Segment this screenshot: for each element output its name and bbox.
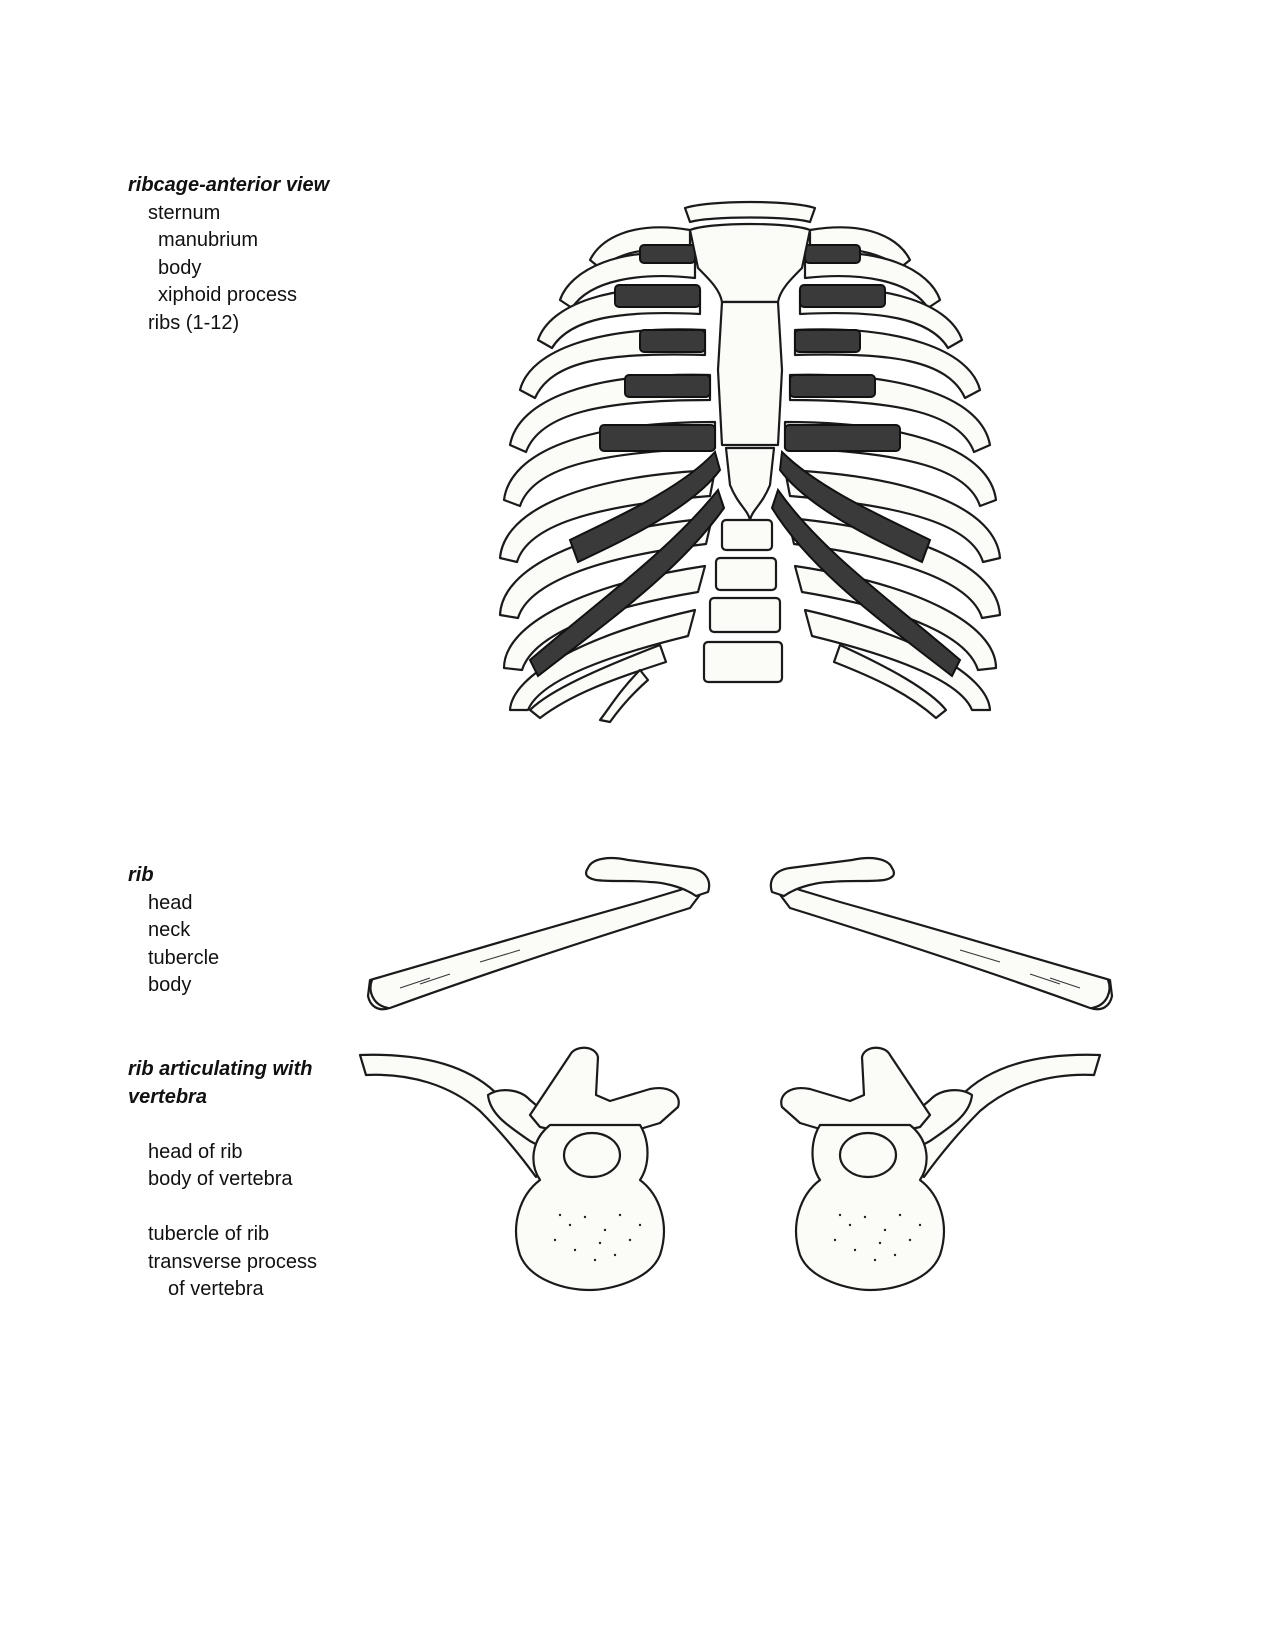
articulation-label-list [128,1056,368,1304]
rib-illustration [360,850,1120,1020]
label-tubercle-of-rib: tubercle of rib [148,1223,270,1245]
label-rib-body: body [148,974,192,996]
rib-title: rib [128,864,154,886]
ribcage-title: ribcage-anterior view [128,174,330,196]
label-of-vertebra: of vertebra [168,1278,264,1300]
articulation-title-line1: rib articulating with [128,1058,313,1080]
articulation-illustration [360,1045,1120,1295]
label-transverse-process: transverse process [148,1250,317,1273]
articulation-left [360,1048,679,1290]
ribcage-illustration [490,190,1010,750]
ribcage-label-list [128,172,368,337]
label-rib-tubercle: tubercle [148,946,220,969]
label-xiphoid-process: xiphoid process [158,284,297,306]
label-sternum-body: body [158,256,202,279]
label-ribs: ribs (1-12) [148,311,240,334]
articulation-right [781,1048,1100,1290]
label-sternum: sternum [148,201,221,224]
label-head-of-rib: head of rib [148,1140,243,1163]
thoracic-vertebrae [704,520,782,682]
label-body-of-vertebra: body of vertebra [148,1168,293,1190]
rib-label-list [128,862,368,1000]
articulation-title-line2: vertebra [128,1085,207,1108]
label-manubrium: manubrium [158,229,259,251]
rib-left [368,858,709,1009]
label-rib-head: head [148,891,193,914]
label-rib-neck: neck [148,919,191,941]
rib-right [771,858,1112,1009]
